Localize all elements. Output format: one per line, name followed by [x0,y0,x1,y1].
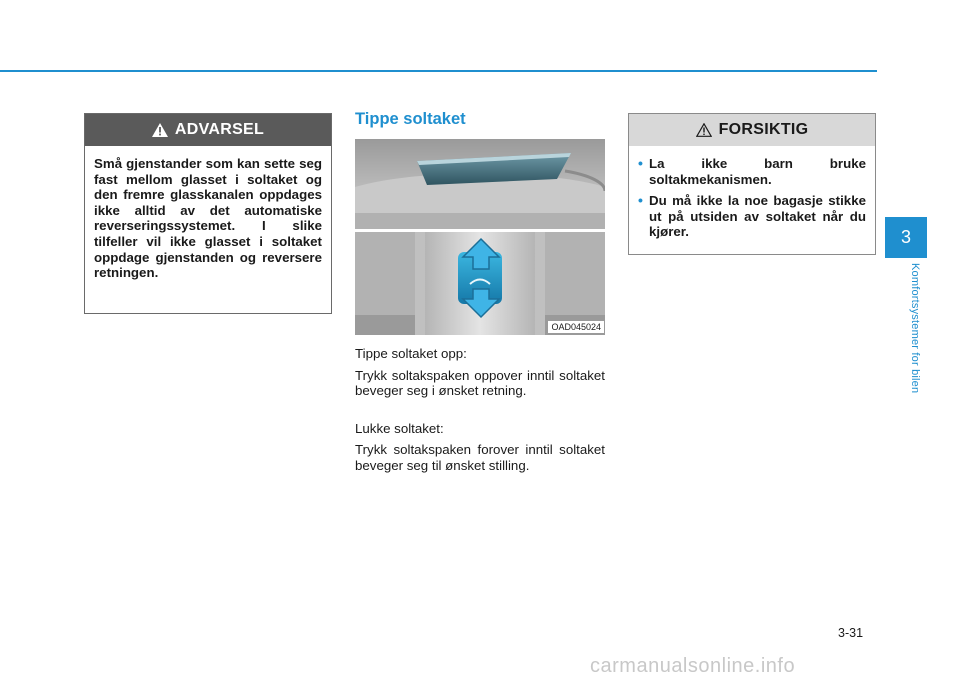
caution-item: • La ikke barn bruke soltakmekanismen. [638,155,866,187]
watermark: carmanualsonline.info [590,655,796,677]
bullet-icon: • [638,155,643,171]
section-title: Tippe soltaket [355,110,466,128]
page-number: 3-31 [838,626,864,640]
sunroof-figure [355,139,605,335]
caution-triangle-icon [696,123,712,137]
caution-list [629,146,875,240]
caution-title: FORSIKTIG [718,121,809,138]
warning-box [84,113,332,314]
caution-box [628,113,876,255]
caution-item: • Du må ikke la noe bagasje stikke ut på utsiden av soltaket når du kjører. [638,192,866,240]
warning-triangle-icon [152,123,168,137]
figure-code: OAD045024 [548,321,604,333]
bullet-icon: • [638,192,643,209]
top-rule [0,70,877,72]
paragraph-open-heading: Tippe soltaket opp: [355,346,467,361]
caution-header [629,114,875,146]
chapter-title: Komfortsystemer for bilen [909,263,921,394]
paragraph-open-instruction: Trykk soltakspaken oppover inntil soltaket beveger seg i ønsket retning. [355,367,605,399]
warning-text: Små gjenstander som kan sette seg fast mellom glasset i soltaket og den fremre glasskanalen oppdages ikke alltid av det automatiske reverseringssystemet. I slike tilfeller vil ikke glasset i soltaket oppdage gjenstanden og reversere retningen. [94,156,322,281]
paragraph-close-heading: Lukke soltaket: [355,420,444,436]
chapter-tab: 3 [885,217,927,258]
paragraph-close-instruction: Trykk soltakspaken forover inntil soltaket beveger seg til ønsket stilling. [355,442,605,473]
warning-header [85,114,331,146]
warning-title: ADVARSEL [174,121,265,138]
section-body [355,346,605,480]
